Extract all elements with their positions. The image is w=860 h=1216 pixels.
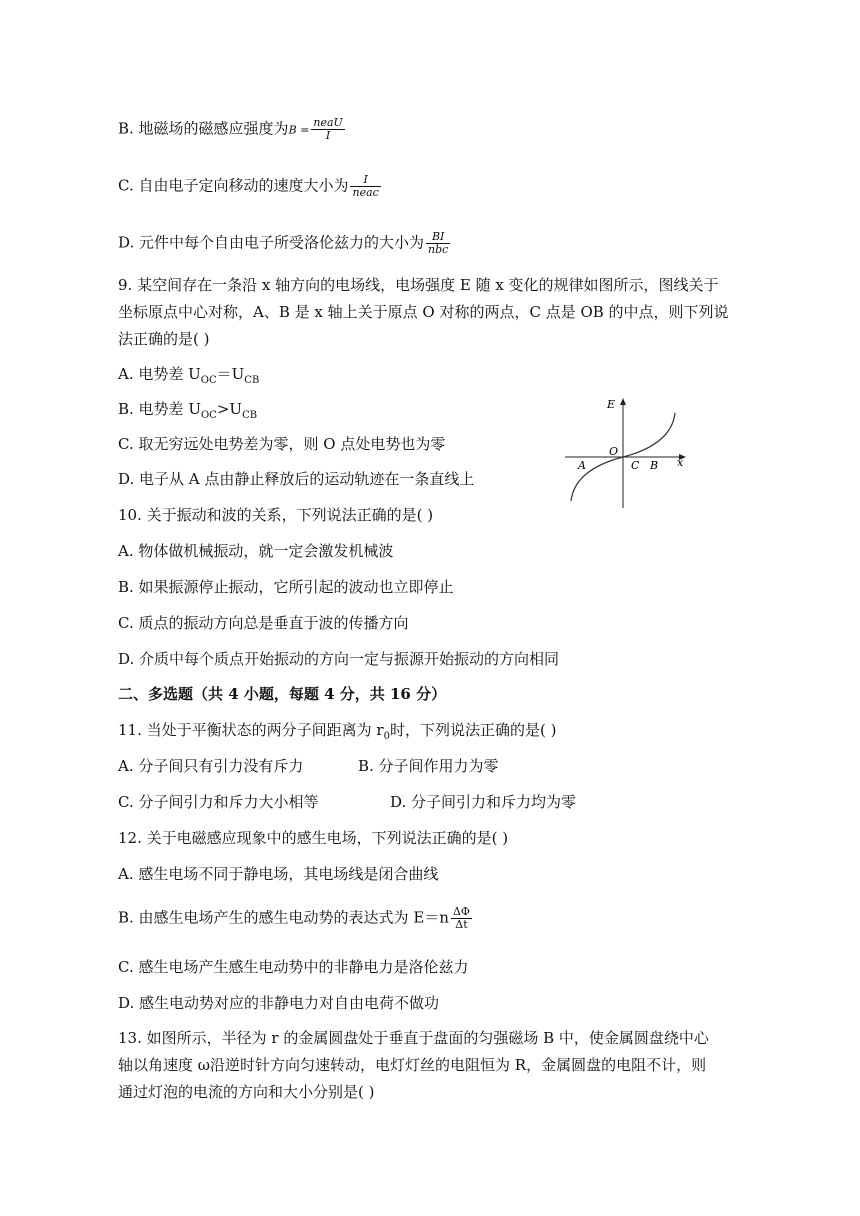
q8-option-c-fraction: $\frac{I}{\text{neac}}$ [352,173,379,199]
q8-option-c [118,174,381,199]
q11-stem: 11. 当处于平衡状态的两分子间距离为 $r_0$时，下列说法正确的是( ) [118,721,557,742]
x-axis-label: x [677,456,684,469]
q13-stem-line-2: 轴以角速度 ω沿逆时针方向匀速转动，电灯灯丝的电阻恒为 R，金属圆盘的电阻不计，则 [118,1056,707,1074]
q9-stem-line-2: 坐标原点中心对称，A、B 是 x 轴上关于原点 O 对称的两点，C 点是 OB 的中点，则下列说 [118,303,729,321]
q13-stem-line-3: 通过灯泡的电流的方向和大小分别是( ) [118,1083,375,1101]
q8-option-d-fraction: $\frac{BI}{\text{nbc}}$ [428,230,449,256]
q9-option-a: A. 电势差 $U_{OC}=U_{CB}$ [118,365,260,386]
q11-option-a: A. 分子间只有引力没有斥力 [118,757,304,775]
q9-stem-line-3: 法正确的是( ) [118,330,210,348]
q9-option-b: B. 电势差 $U_{OC}>U_{CB}$ [118,400,258,421]
q8-option-b-fraction: $\frac{\text{neaU}}{I}$ [313,116,343,142]
point-c-label: C [631,459,640,472]
q10-option-d: D. 介质中每个质点开始振动的方向一定与振源开始振动的方向相同 [118,650,560,668]
q8-option-c-text: C. 自由电子定向移动的速度大小为 [118,176,349,195]
y-axis-arrow [620,398,626,405]
q12-option-d: D. 感生电动势对应的非静电力对自由电荷不做功 [118,994,440,1012]
q10-option-b: B. 如果振源停止振动，它所引起的波动也立即停止 [118,578,454,596]
q8-option-b [118,117,345,142]
q9-e-x-graph [560,393,692,513]
q13-stem-line-1: 13. 如图所示，半径为 r 的金属圆盘处于垂直于盘面的匀强磁场 B 中，使金属圆盘绕中心 [118,1029,709,1047]
q9-option-c: C. 取无穷远处电势差为零，则 O 点处电势也为零 [118,435,446,453]
section-heading-multiple-choice: 二、多选题（共 4 小题，每题 4 分，共 16 分） [118,685,447,703]
q10-stem: 10. 关于振动和波的关系，下列说法正确的是( ) [118,506,434,524]
point-b-label: B [650,459,659,472]
q12-option-c: C. 感生电场产生感生电动势中的非静电力是洛伦兹力 [118,958,469,976]
q8-option-d [118,231,450,256]
q11-option-d: D. 分子间引力和斥力均为零 [390,793,577,811]
q12-option-b-fraction: $\frac{\Delta\Phi}{\Delta t}$ [452,905,470,931]
point-a-label: A [578,459,586,472]
y-axis-label: E [607,398,616,411]
q8-option-b-text: B. 地磁场的磁感应强度为 [118,119,289,138]
q9-option-d: D. 电子从 A 点由静止释放后的运动轨迹在一条直线上 [118,470,475,488]
q10-option-c: C. 质点的振动方向总是垂直于波的传播方向 [118,614,409,632]
q8-option-d-text: D. 元件中每个自由电子所受洛伦兹力的大小为 [118,233,425,252]
q8-option-b-lhs: B = [288,123,310,137]
q12-option-a: A. 感生电场不同于静电场，其电场线是闭合曲线 [118,865,439,883]
q12-option-b: B. 由感生电场产生的感生电动势的表达式为 E＝n $\frac{\Delta\Phi}{\Delta t}$ [118,905,470,931]
q11-option-c: C. 分子间引力和斥力大小相等 [118,793,319,811]
q11-option-b: B. 分子间作用力为零 [358,757,499,775]
origin-label: O [609,445,619,458]
q9-stem-line-1: 9. 某空间存在一条沿 x 轴方向的电场线，电场强度 E 随 x 变化的规律如图所示，图线关于 [118,276,719,294]
q10-option-a: A. 物体做机械振动，就一定会激发机械波 [118,542,394,560]
q12-stem: 12. 关于电磁感应现象中的感生电场，下列说法正确的是( ) [118,829,509,847]
